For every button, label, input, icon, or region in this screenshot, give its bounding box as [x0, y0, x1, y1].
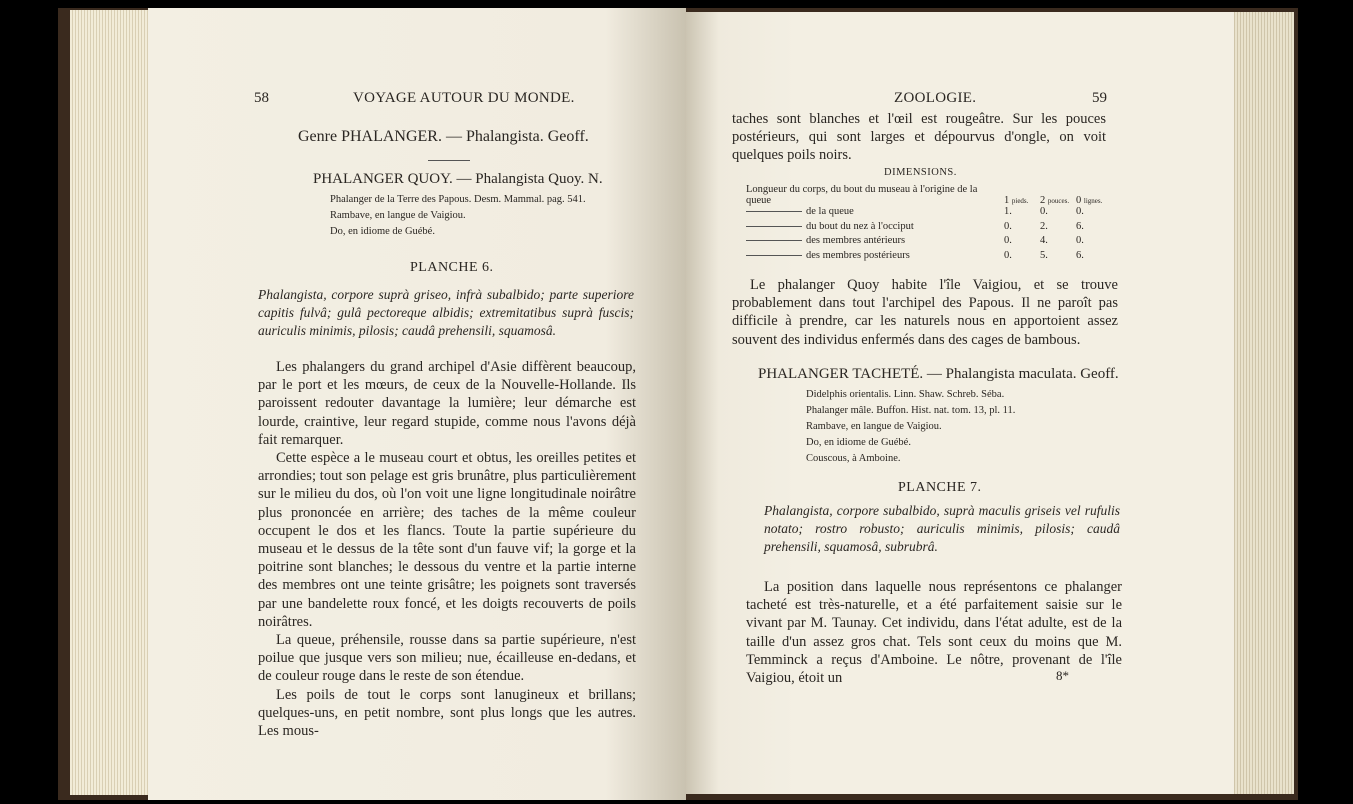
right-page	[686, 12, 1234, 794]
page-edges-right	[1232, 12, 1294, 794]
paragraph: Les phalangers du grand archipel d'Asie diffèrent beaucoup, par le port et les mœurs, de ceux de la Nouvelle-Hollande. Ils paroissent redouter davantage la lumière; leur démarche est lourde, craintive, leur regard stupide, comme nous l'avons déjà fait remarquer.	[258, 359, 636, 448]
genre-title: Genre PHALANGER. — Phalangista. Geoff.	[298, 128, 589, 145]
synonym-line: Phalanger mâle. Buffon. Hist. nat. tom. 13, pl. 11.	[806, 405, 1016, 416]
dimension-pieds: 0.	[1004, 235, 1012, 246]
dimension-pouces: 2.	[1040, 220, 1048, 232]
dimension-label: de la queue	[746, 206, 1004, 221]
species-title: PHALANGER QUOY. — Phalangista Quoy. N.	[313, 171, 603, 187]
dimension-pieds: 1 pieds.	[1004, 195, 1029, 206]
table-row	[746, 250, 1112, 265]
dimension-lignes: 6.	[1076, 220, 1084, 232]
synonym-line: Couscous, à Amboine.	[806, 453, 901, 464]
dimension-lignes: 6.	[1076, 249, 1084, 261]
dimension-pouces: 0.	[1040, 206, 1048, 217]
dimension-pouces: 4.	[1040, 235, 1048, 246]
dimension-label	[746, 184, 1004, 206]
dimension-label: des membres postérieurs	[746, 250, 1004, 265]
species-title: PHALANGER TACHETÉ. — Phalangista maculata. Geoff.	[758, 366, 1119, 382]
dimension-lignes: 0.	[1076, 206, 1084, 217]
latin-description: Phalangista, corpore subalbido, suprà maculis griseis vel rufulis notato; rostro robusto; auriculis minimis, pilosis; caudâ prehensili, squamosâ, subrubrâ.	[764, 503, 1120, 554]
dimension-pouces: 2 pouces.	[1040, 195, 1070, 206]
dimension-pouces: 5.	[1040, 249, 1048, 261]
synonym-line: Do, en idiome de Guébé.	[806, 437, 911, 448]
synonym-line: Rambave, en langue de Vaigiou.	[806, 421, 942, 432]
left-page-number: 58	[254, 90, 269, 106]
table-row	[746, 235, 1112, 250]
paragraph: La queue, préhensile, rousse dans sa partie supérieure, n'est poilue que jusque vers son milieu; nue, écailleuse en-dedans, et de couleur rouge dans le reste de son étendue.	[258, 632, 636, 685]
synonym-line: Do, en idiome de Guébé.	[330, 226, 435, 237]
plate-label: PLANCHE 7.	[898, 480, 982, 495]
dimension-lignes: 0 lignes.	[1076, 195, 1103, 206]
left-page	[148, 8, 686, 800]
body-text	[258, 358, 636, 740]
paragraph: La position dans laquelle nous représentons ce phalanger tacheté est très-naturelle, et a été parfaitement saisie sur le vivant par M. Taunay. Cet individu, dans l'état adulte, est de la taille d'un assez gros chat. Tels sont ceux du moins que M. Temminck a reçus d'Amboine. Le nôtre, provenant de l'île Vaigiou, étoit un	[746, 579, 1122, 687]
paragraph: Le phalanger Quoy habite l'île Vaigiou, et se trouve probablement dans tout l'archipel des Papous. Il ne paroît pas difficile à prendre, car les naturels nous en apportoient assez souvent des individus enfermés dans des cages de bambous.	[732, 277, 1118, 348]
synonym-line: Didelphis orientalis. Linn. Shaw. Schreb. Séba.	[806, 389, 1005, 400]
dimensions-heading: DIMENSIONS.	[884, 167, 957, 178]
dimension-label: du bout du nez à l'occiput	[746, 221, 1004, 236]
paragraph: Cette espèce a le museau court et obtus, les oreilles petites et arrondies; tout son pelage est gris brunâtre, plus particulièrement sur le milieu du dos, où l'on voit une ligne longitudinale noirâtre plus prononcée en arrière; des taches de la même couleur occupent le dos et les flancs. Toute la partie supérieure du museau et le dessus de la tête sont d'un fauve vif; la gorge et la poitrine sont blanches; le dessous du ventre et la partie interne des membres ont une teinte grisâtre; les poignets sont traversés par une bandelette roux foncé, et les doigts recouverts de poils noirâtres.	[258, 450, 636, 630]
opening-text: taches sont blanches et l'œil est rougeâtre. Sur les pouces postérieurs, qui sont larges et dépourvus d'ongle, on voit quelques poils noirs.	[732, 111, 1106, 164]
dimension-label-text: Longueur du corps, du bout du museau à l'origine de la queue	[746, 184, 978, 206]
latin-description: Phalangista, corpore suprà griseo, infrà subalbido; parte superiore capitis fulvâ; gulâ pectoreque albidis; extremitatibus suprà fuscis; auriculis minimis, pilosis; caudâ prehensili, squamosâ.	[258, 287, 634, 338]
title-rule	[428, 160, 470, 161]
table-row	[746, 206, 1112, 221]
plate-label: PLANCHE 6.	[410, 260, 494, 275]
page-edges-left	[70, 10, 152, 795]
synonym-line: Phalanger de la Terre des Papous. Desm. Mammal. pag. 541.	[330, 194, 586, 205]
paragraph: Les poils de tout le corps sont lanugineux et brillans; quelques-uns, en petit nombre, sont plus longs que les autres. Les mous-	[258, 686, 636, 740]
table-row	[746, 184, 1112, 206]
signature-mark: 8*	[1056, 668, 1069, 683]
dimension-pieds: 0.	[1004, 249, 1012, 261]
dimension-label: des membres antérieurs	[746, 235, 1004, 250]
left-running-head: VOYAGE AUTOUR DU MONDE.	[353, 90, 575, 106]
right-running-head: ZOOLOGIE.	[894, 90, 977, 106]
dimension-pieds: 1.	[1004, 206, 1012, 217]
table-row	[746, 221, 1112, 236]
dimension-pieds: 0.	[1004, 220, 1012, 232]
dimensions-table	[746, 184, 1112, 264]
right-page-number: 59	[1092, 90, 1107, 106]
dimension-lignes: 0.	[1076, 235, 1084, 246]
synonym-line: Rambave, en langue de Vaigiou.	[330, 210, 466, 221]
